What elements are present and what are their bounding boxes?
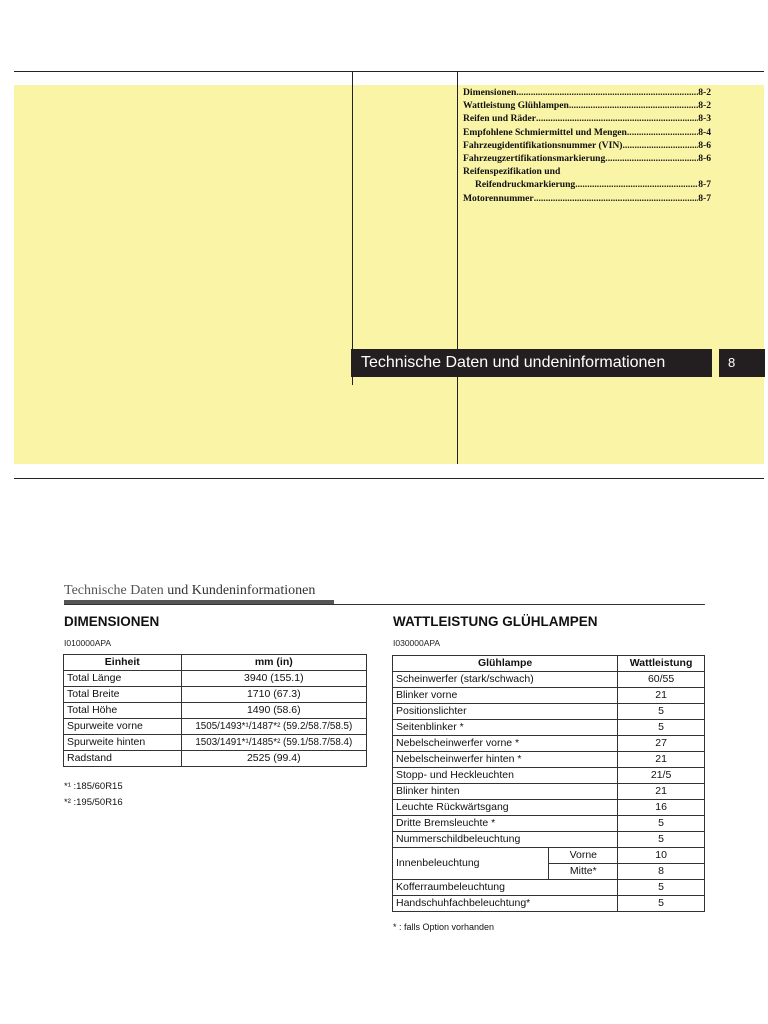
table-cell: 21 (618, 784, 705, 800)
toc-divider-lower (457, 377, 458, 464)
table-cell: 16 (618, 800, 705, 816)
table-cell: Total Länge (64, 671, 182, 687)
table-row (64, 735, 367, 751)
toc-item[interactable]: Empfohlene Schmiermittel und Mengen ..... 8-4 (463, 126, 711, 139)
table-row (64, 751, 367, 767)
toc-divider-upper (457, 71, 458, 351)
table-header-row (64, 655, 367, 671)
table-row (64, 703, 367, 719)
table-cell: Nebelscheinwerfer vorne * (393, 736, 618, 752)
bulbs-code: I030000APA (393, 638, 441, 648)
bulbs-title: WATTLEISTUNG GLÜHLAMPEN (393, 614, 598, 629)
table-cell: Total Breite (64, 687, 182, 703)
toc-item[interactable]: Motorennummer ..... 8-7 (463, 192, 711, 205)
dimensions-footnote: *² :195/50R16 (64, 797, 123, 808)
table-cell: 5 (618, 704, 705, 720)
table-cell: 1710 (67.3) (181, 687, 366, 703)
table-cell: Spurweite hinten (64, 735, 182, 751)
table-cell: Mitte* (549, 864, 618, 880)
table-row (393, 688, 705, 704)
table-row (393, 800, 705, 816)
table-cell: 21/5 (618, 768, 705, 784)
dimensions-table (63, 654, 367, 767)
table-header-cell: Wattleistung (618, 656, 705, 672)
table-cell: 60/55 (618, 672, 705, 688)
toc-item[interactable]: Fahrzeugzertifikationsmarkierung ..... 8-6 (463, 152, 711, 165)
table-cell: Kofferraumbeleuchtung (393, 880, 618, 896)
table-cell: 8 (618, 864, 705, 880)
table-cell: 27 (618, 736, 705, 752)
bottom-rule (14, 478, 764, 479)
table-cell: Seitenblinker * (393, 720, 618, 736)
table-cell: 1490 (58.6) (181, 703, 366, 719)
toc-item[interactable]: Reifendruckmarkierung ..... 8-7 (463, 178, 711, 191)
bulbs-footnote: * : falls Option vorhanden (393, 922, 495, 932)
table-cell: 5 (618, 880, 705, 896)
table-cell: Handschuhfachbeleuchtung* (393, 896, 618, 912)
table-row (393, 752, 705, 768)
yellow-panel-left (14, 85, 353, 464)
table-cell: Blinker hinten (393, 784, 618, 800)
table-header-cell: mm (in) (181, 655, 366, 671)
dimensions-code: I010000APA (64, 638, 112, 648)
table-row (393, 736, 705, 752)
table-cell: 5 (618, 816, 705, 832)
table-cell: Blinker vorne (393, 688, 618, 704)
table-cell: 21 (618, 688, 705, 704)
table-cell: 21 (618, 752, 705, 768)
table-row (393, 816, 705, 832)
table-cell: 1503/1491*¹/1485*² (59.1/58.7/58.4) (181, 735, 366, 751)
dimensions-footnote: *¹ :185/60R15 (64, 781, 123, 792)
toc-item[interactable]: Wattleistung Glühlampen ..... 8-2 (463, 99, 711, 112)
table-row (393, 768, 705, 784)
table-row (64, 719, 367, 735)
table-of-contents (463, 86, 711, 205)
table-cell: Spurweite vorne (64, 719, 182, 735)
table-row (393, 672, 705, 688)
table-row (393, 832, 705, 848)
table-row (64, 671, 367, 687)
table-cell: Nummerschildbeleuchtung (393, 832, 618, 848)
table-header-row (393, 656, 705, 672)
toc-item[interactable]: Fahrzeugidentifikationsnummer (VIN) ..... 8-6 (463, 139, 711, 152)
table-cell: 2525 (99.4) (181, 751, 366, 767)
toc-item[interactable]: Reifen und Räder ..... 8-3 (463, 112, 711, 125)
table-cell: 5 (618, 896, 705, 912)
table-cell: Leuchte Rückwärtsgang (393, 800, 618, 816)
table-cell: Vorne (549, 848, 618, 864)
column-divider-upper (352, 71, 353, 385)
toc-item[interactable]: Dimensionen ..... 8-2 (463, 86, 711, 99)
top-rule (14, 71, 764, 72)
table-header-cell: Einheit (64, 655, 182, 671)
table-cell: Radstand (64, 751, 182, 767)
table-cell: Stopp- und Heckleuchten (393, 768, 618, 784)
table-row (393, 704, 705, 720)
table-row (393, 848, 705, 864)
table-cell: 1505/1493*¹/1487*² (59.2/58.7/58.5) (181, 719, 366, 735)
header-rule (64, 604, 705, 605)
table-cell: 10 (618, 848, 705, 864)
chapter-title: Technische Daten und undeninformationen (351, 349, 712, 377)
table-cell: 5 (618, 720, 705, 736)
chapter-number: 8 (719, 349, 765, 377)
table-cell: Dritte Bremsleuchte * (393, 816, 618, 832)
toc-item[interactable]: Reifenspezifikation und (463, 166, 561, 178)
table-cell: Nebelscheinwerfer hinten * (393, 752, 618, 768)
table-row (393, 720, 705, 736)
table-cell: Innenbeleuchtung (393, 848, 549, 880)
table-row (393, 784, 705, 800)
table-cell: 3940 (155.1) (181, 671, 366, 687)
table-row (64, 687, 367, 703)
table-row (393, 880, 705, 896)
table-row (393, 896, 705, 912)
bulbs-table (392, 655, 705, 912)
table-cell: Total Höhe (64, 703, 182, 719)
running-header: Technische Daten und Kundeninformationen (64, 583, 316, 598)
table-cell: 5 (618, 832, 705, 848)
table-cell: Positionslichter (393, 704, 618, 720)
dimensions-title: DIMENSIONEN (64, 614, 160, 629)
table-header-cell: Glühlampe (393, 656, 618, 672)
table-cell: Scheinwerfer (stark/schwach) (393, 672, 618, 688)
